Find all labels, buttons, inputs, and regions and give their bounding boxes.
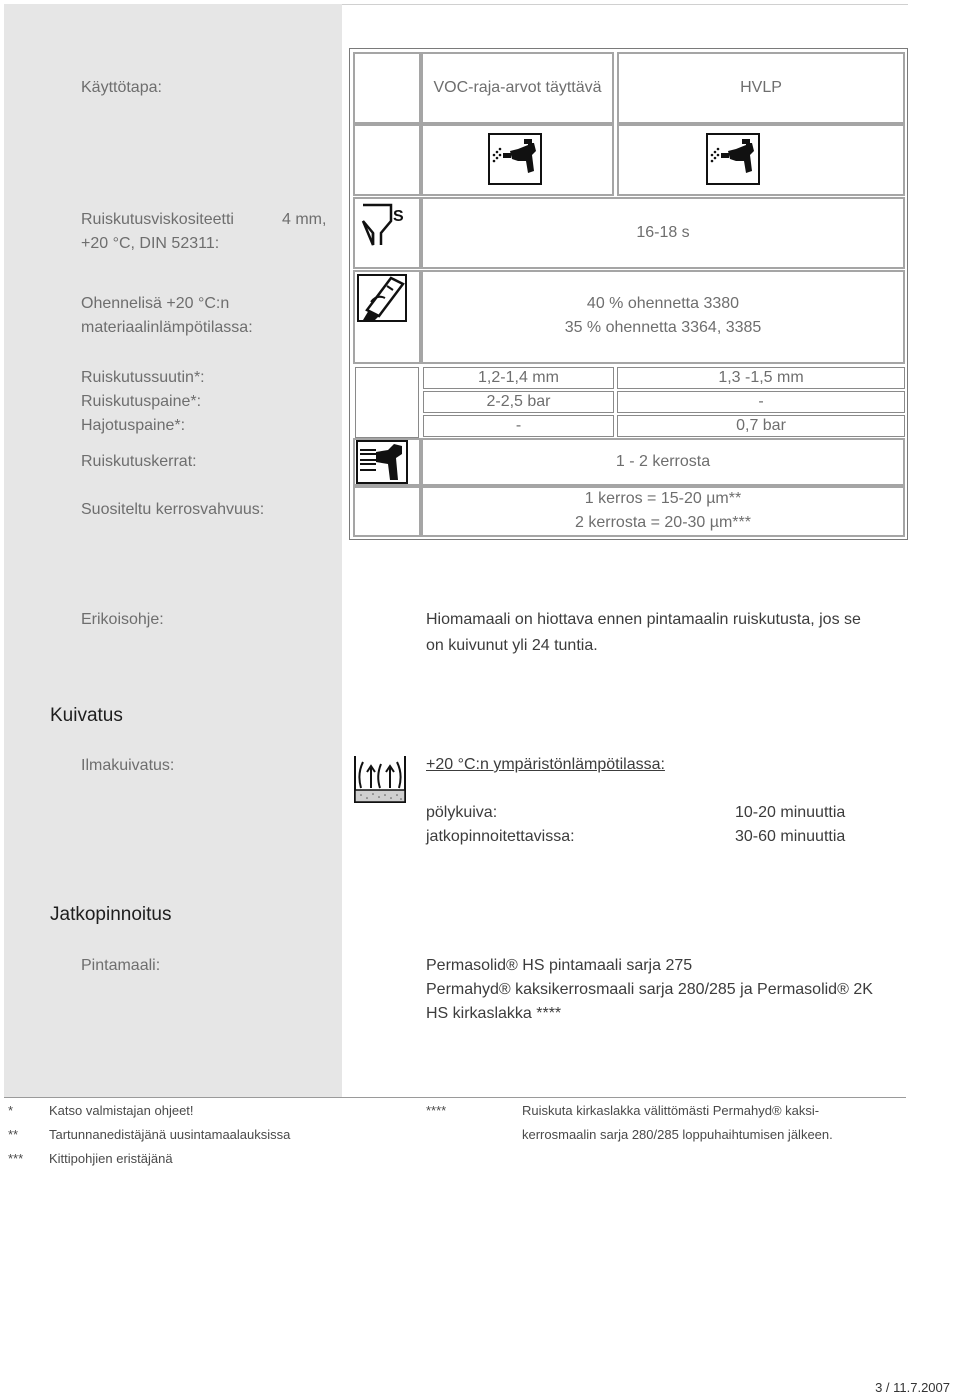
footnote-rule [4,1097,906,1098]
dust-dry-label: pölykuiva: [426,804,498,821]
dust-dry-value: 10-20 minuuttia [735,804,846,821]
gun-col2-cell [617,124,905,196]
thickness-line2: 2 kerrosta = 20-30 µm*** [575,514,751,531]
footnote-text: Tartunnanedistäjänä uusintamaalauksissa [49,1127,291,1142]
topcoat-line3: HS kirkaslakka **** [426,1005,562,1022]
viscosity-cup-icon [357,201,409,251]
usage-icon-cell [353,52,421,124]
coats-value: 1 - 2 kerrosta [615,453,711,470]
topcoat-line2: Permahyd® kaksikerrosmaali sarja 280/285 ja Permasolid® 2K [426,981,873,998]
topcoat-label: Pintamaali: [81,957,161,974]
usage-col2: HVLP [740,79,782,96]
recoat-value: 30-60 minuuttia [735,828,846,845]
air-drying-label: Ilmakuivatus: [81,757,175,774]
atomizing-col2: 0,7 bar [736,417,786,434]
viscosity-label-line1: Ruiskutusviskositeetti [81,211,234,228]
footnote-text: Kittipohjien eristäjänä [49,1151,173,1166]
coats-label: Ruiskutuskerrat: [81,453,197,470]
footnote-mark: * [8,1103,14,1118]
pressure-label: Ruiskutuspaine*: [81,393,202,410]
footnote-text: kerrosmaalin sarja 280/285 loppuhaihtumisen jälkeen. [522,1127,833,1142]
viscosity-value: 16-18 s [636,224,690,241]
viscosity-nozzle-size: 4 mm, [282,211,327,228]
drying-condition: +20 °C:n ympäristönlämpötilassa: [426,756,665,773]
nozzle-col1: 1,2-1,4 mm [478,369,559,386]
nozzle-label: Ruiskutussuutin*: [81,369,205,386]
usage-col1: VOC-raja-arvot täyttävä [433,79,602,96]
footnote-mark: **** [426,1103,447,1118]
pressure-col1: 2-2,5 bar [486,393,551,410]
thickness-line1: 1 kerros = 15-20 µm** [584,490,742,507]
topcoat-heading: Jatkopinnoitus [50,904,172,925]
pressure-col2: - [758,393,764,410]
atomizing-label: Hajotuspaine*: [81,417,186,434]
left-label-panel [4,4,342,1097]
footnote-mark: *** [8,1151,24,1166]
thinner-icon [357,274,407,322]
thickness-label: Suositeltu kerrosvahvuus: [81,501,265,518]
thinner-label-line1: Ohennelisä +20 °C:n [81,295,230,312]
nozzle-icon-cell [355,367,419,438]
thinner-value-line2: 35 % ohennetta 3364, 3385 [564,319,762,336]
thinner-label-line2: materiaalinlämpötilassa: [81,319,253,336]
footnote-mark: ** [8,1127,19,1142]
spray-gun-icon [706,133,760,185]
svg-text:S: S [393,208,404,225]
atomizing-col1: - [515,417,522,434]
topcoat-line1: Permasolid® HS pintamaali sarja 275 [426,957,693,974]
drying-heading: Kuivatus [50,705,123,726]
nozzle-col2: 1,3 -1,5 mm [718,369,804,386]
footnote-text: Ruiskuta kirkaslakka välittömästi Permahyd® kaksi- [522,1103,820,1118]
top-rule [342,4,908,5]
special-label: Erikoisohje: [81,611,164,628]
air-drying-icon [353,754,407,804]
page-number: 3 / 11.7.2007 [875,1380,950,1395]
special-line2: on kuivunut yli 24 tuntia. [426,637,598,654]
viscosity-label-line2: +20 °C, DIN 52311: [81,235,220,252]
thickness-icon-cell [353,486,421,537]
special-line1: Hiomamaali on hiottava ennen pintamaalin ruiskutusta, jos se [426,611,861,628]
gun-row-empty-cell [353,124,421,196]
thinner-value-line1: 40 % ohennetta 3380 [586,295,740,312]
spray-gun-icon [488,133,542,185]
footnote-text: Katso valmistajan ohjeet! [49,1103,194,1118]
spray-coats-icon [356,440,408,484]
recoat-label: jatkopinnoitettavissa: [426,828,575,845]
usage-label: Käyttötapa: [81,79,162,96]
